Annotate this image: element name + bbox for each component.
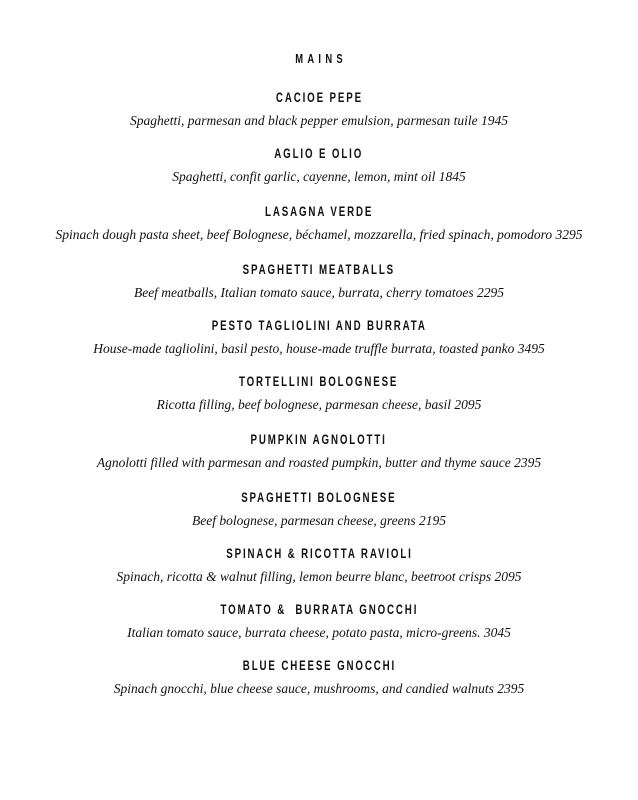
menu-item-name-text: PESTO TAGLIOLINI AND BURRATA: [211, 318, 427, 333]
menu-item-description: Spaghetti, parmesan and black pepper emulsion, parmesan tuile 1945: [130, 113, 508, 128]
menu-item-description: Italian tomato sauce, burrata cheese, potato pasta, micro-greens. 3045: [127, 625, 511, 640]
menu-item: [0, 203, 638, 244]
menu-item-name: [0, 317, 638, 335]
menu-item-description: Beef meatballs, Italian tomato sauce, burrata, cherry tomatoes 2295: [133, 285, 505, 300]
section-title: [0, 51, 638, 66]
menu-item-name: [0, 545, 638, 563]
menu-item-description: Spinach dough pasta sheet, beef Bolognese, béchamel, mozzarella, fried spinach, pomodoro 3295: [55, 227, 583, 242]
menu-item-name-text: SPINACH & RICOTTA RAVIOLI: [225, 546, 413, 561]
menu-item: [0, 431, 638, 472]
menu-item: [0, 489, 638, 530]
section-title-text: MAINS: [295, 51, 348, 66]
menu-item-description: Spaghetti, confit garlic, cayenne, lemon, mint oil 1845: [172, 169, 466, 184]
menu-item-name-text: CACIOE PEPE: [275, 90, 363, 105]
menu-item-name-text: AGLIO E OLIO: [274, 146, 364, 161]
menu-item-description: Spinach gnocchi, blue cheese sauce, mushrooms, and candied walnuts 2395: [113, 681, 525, 696]
menu-item-description: Ricotta filling, beef bolognese, parmesan cheese, basil 2095: [156, 397, 482, 412]
menu-item-description: Beef bolognese, parmesan cheese, greens 2195: [191, 513, 447, 528]
menu-item-name-text: PUMPKIN AGNOLOTTI: [250, 432, 388, 447]
menu-item-name-text: TORTELLINI BOLOGNESE: [239, 374, 399, 389]
menu-item-name-text: TOMATO & BURRATA GNOCCHI: [220, 602, 418, 617]
menu-item: [0, 261, 638, 302]
menu-item: [0, 545, 638, 586]
menu-item-name: [0, 203, 638, 221]
menu-item-description: House-made tagliolini, basil pesto, house-made truffle burrata, toasted panko 3495: [93, 341, 545, 356]
menu-item-name: [0, 431, 638, 449]
menu-item: [0, 601, 638, 642]
menu-item: [0, 89, 638, 130]
menu-item-name: [0, 373, 638, 391]
menu-item: [0, 657, 638, 698]
menu-item: [0, 317, 638, 358]
menu-item-name: [0, 601, 638, 619]
menu-item-name: [0, 145, 638, 163]
menu-item-name: [0, 89, 638, 107]
menu-item-name-text: SPAGHETTI MEATBALLS: [242, 262, 396, 277]
menu-item: [0, 373, 638, 414]
menu-item-name-text: LASAGNA VERDE: [264, 204, 374, 219]
menu-item-name: [0, 489, 638, 507]
menu-item-description: Spinach, ricotta & walnut filling, lemon beurre blanc, beetroot crisps 2095: [116, 569, 522, 584]
menu-item-name-text: BLUE CHEESE GNOCCHI: [242, 658, 396, 673]
menu-item-name: [0, 261, 638, 279]
menu-item-name: [0, 657, 638, 675]
menu-item-name-text: SPAGHETTI BOLOGNESE: [241, 490, 397, 505]
menu-item-description: Agnolotti filled with parmesan and roasted pumpkin, butter and thyme sauce 2395: [96, 455, 542, 470]
menu-item: [0, 145, 638, 186]
